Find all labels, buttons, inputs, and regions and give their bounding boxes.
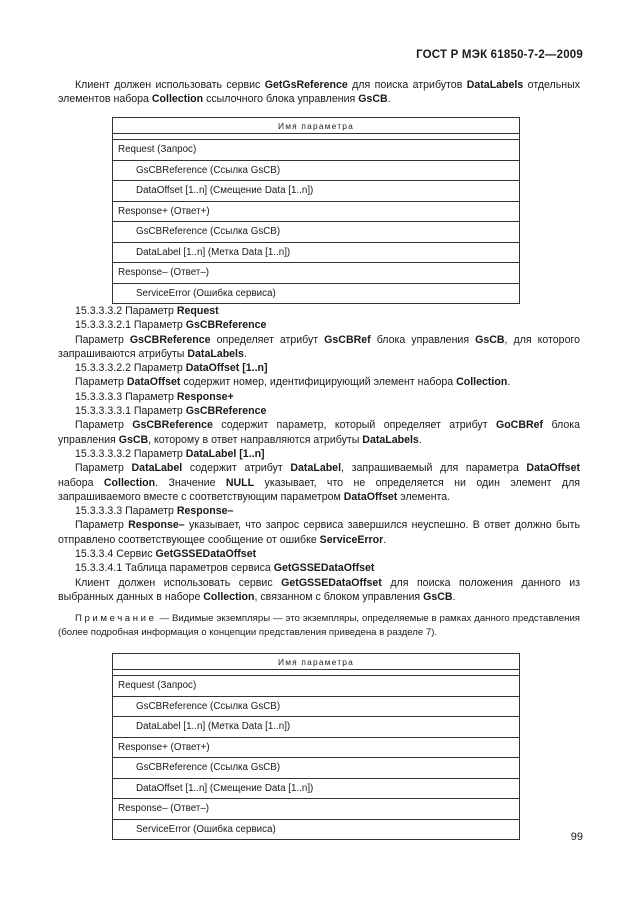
page-header: ГОСТ Р МЭК 61850-7-2—2009 [416,49,583,61]
page-number: 99 [570,831,583,843]
intro-paragraph: Клиент должен использовать сервис GetGsReference для поиска атрибутов DataLabels отдельных элементов набора Collection ссылочного блока управления GsCB. [58,79,581,106]
table-row: Response– (Ответ–) [113,799,520,820]
section-heading: 15.3.3.4 Сервис GetGSSEDataOffset [75,548,257,561]
table-row: ServiceError (Ошибка сервиса) [113,283,520,304]
section-heading: 15.3.3.3.3.1 Параметр GsCBReference [75,405,267,418]
section-heading: 15.3.3.3.3 Параметр Response– [75,505,234,518]
section-heading: 15.3.3.3.2.2 Параметр DataOffset [1..n] [75,362,268,375]
table-row: Response+ (Ответ+) [113,737,520,758]
parameter-table-2 [112,653,520,840]
section-heading: 15.3.3.4.1 Таблица параметров сервиса GetGSSEDataOffset [75,562,375,575]
table-row: ServiceError (Ошибка сервиса) [113,819,520,840]
section-heading: 15.3.3.3.3.2 Параметр DataLabel [1..n] [75,447,265,460]
table-header: Имя параметра [113,654,520,670]
section-heading: 15.3.3.3.3 Параметр Response+ [75,390,234,403]
body-text [58,304,580,604]
table-row: DataOffset [1..n] (Смещение Data [1..n]) [113,181,520,202]
paragraph: Параметр GsCBReference определяет атрибут GsCBRef блока управления GsCB, для которого запрашиваются атрибуты DataLabels. [58,333,580,360]
paragraph: Параметр GsCBReference содержит параметр, который определяет атрибут GoCBRef блока управления GsCB, которому в ответ направляются атрибуты DataLabels. [58,419,580,446]
parameter-table-1 [112,117,520,304]
section-heading: 15.3.3.3.2 Параметр Request [75,305,219,317]
note-label: Примечание [75,613,157,624]
section-heading: 15.3.3.3.2.1 Параметр GsCBReference [75,319,267,332]
table-row: GsCBReference (Ссылка GsCB) [113,758,520,779]
table-row: Request (Запрос) [113,676,520,697]
note-paragraph: Примечание — Видимые экземпляры — это экземпляры, определяемые в рамках данного представления (более подробная информация о концепции представления приведена в разделе 7). [58,613,580,638]
table-row: DataLabel [1..n] (Метка Data [1..n]) [113,242,520,263]
paragraph: Клиент должен использовать сервис GetGSSEDataOffset для поиска положения данного из выбранных данных в наборе Collection, связанном с блоком управления GsCB. [58,576,580,603]
table-row: GsCBReference (Ссылка GsCB) [113,696,520,717]
table-row: GsCBReference (Ссылка GsCB) [113,222,520,243]
table-row: Response– (Ответ–) [113,263,520,284]
paragraph: Параметр Response– указывает, что запрос сервиса завершился неуспешно. В ответ должно быть отправлено соответствующее сообщение от ошибке ServiceError. [58,519,581,546]
table-row: Response+ (Ответ+) [113,201,520,222]
paragraph: Параметр DataLabel содержит атрибут DataLabel, запрашиваемый для параметра DataOffset набора Collection. Значение NULL указывает, что не определяется ни один элемент для запрашиваемого вместе с соответствующим параметром DataOffset элемента. [58,462,580,503]
table-row: DataLabel [1..n] (Метка Data [1..n]) [113,717,520,738]
table-row: DataOffset [1..n] (Смещение Data [1..n]) [113,778,520,799]
table-header: Имя параметра [113,118,520,134]
paragraph: Параметр DataOffset содержит номер, идентифицирующий элемент набора Collection. [75,376,511,389]
table-row: GsCBReference (Ссылка GsCB) [113,160,520,181]
table-row: Request (Запрос) [113,140,520,161]
